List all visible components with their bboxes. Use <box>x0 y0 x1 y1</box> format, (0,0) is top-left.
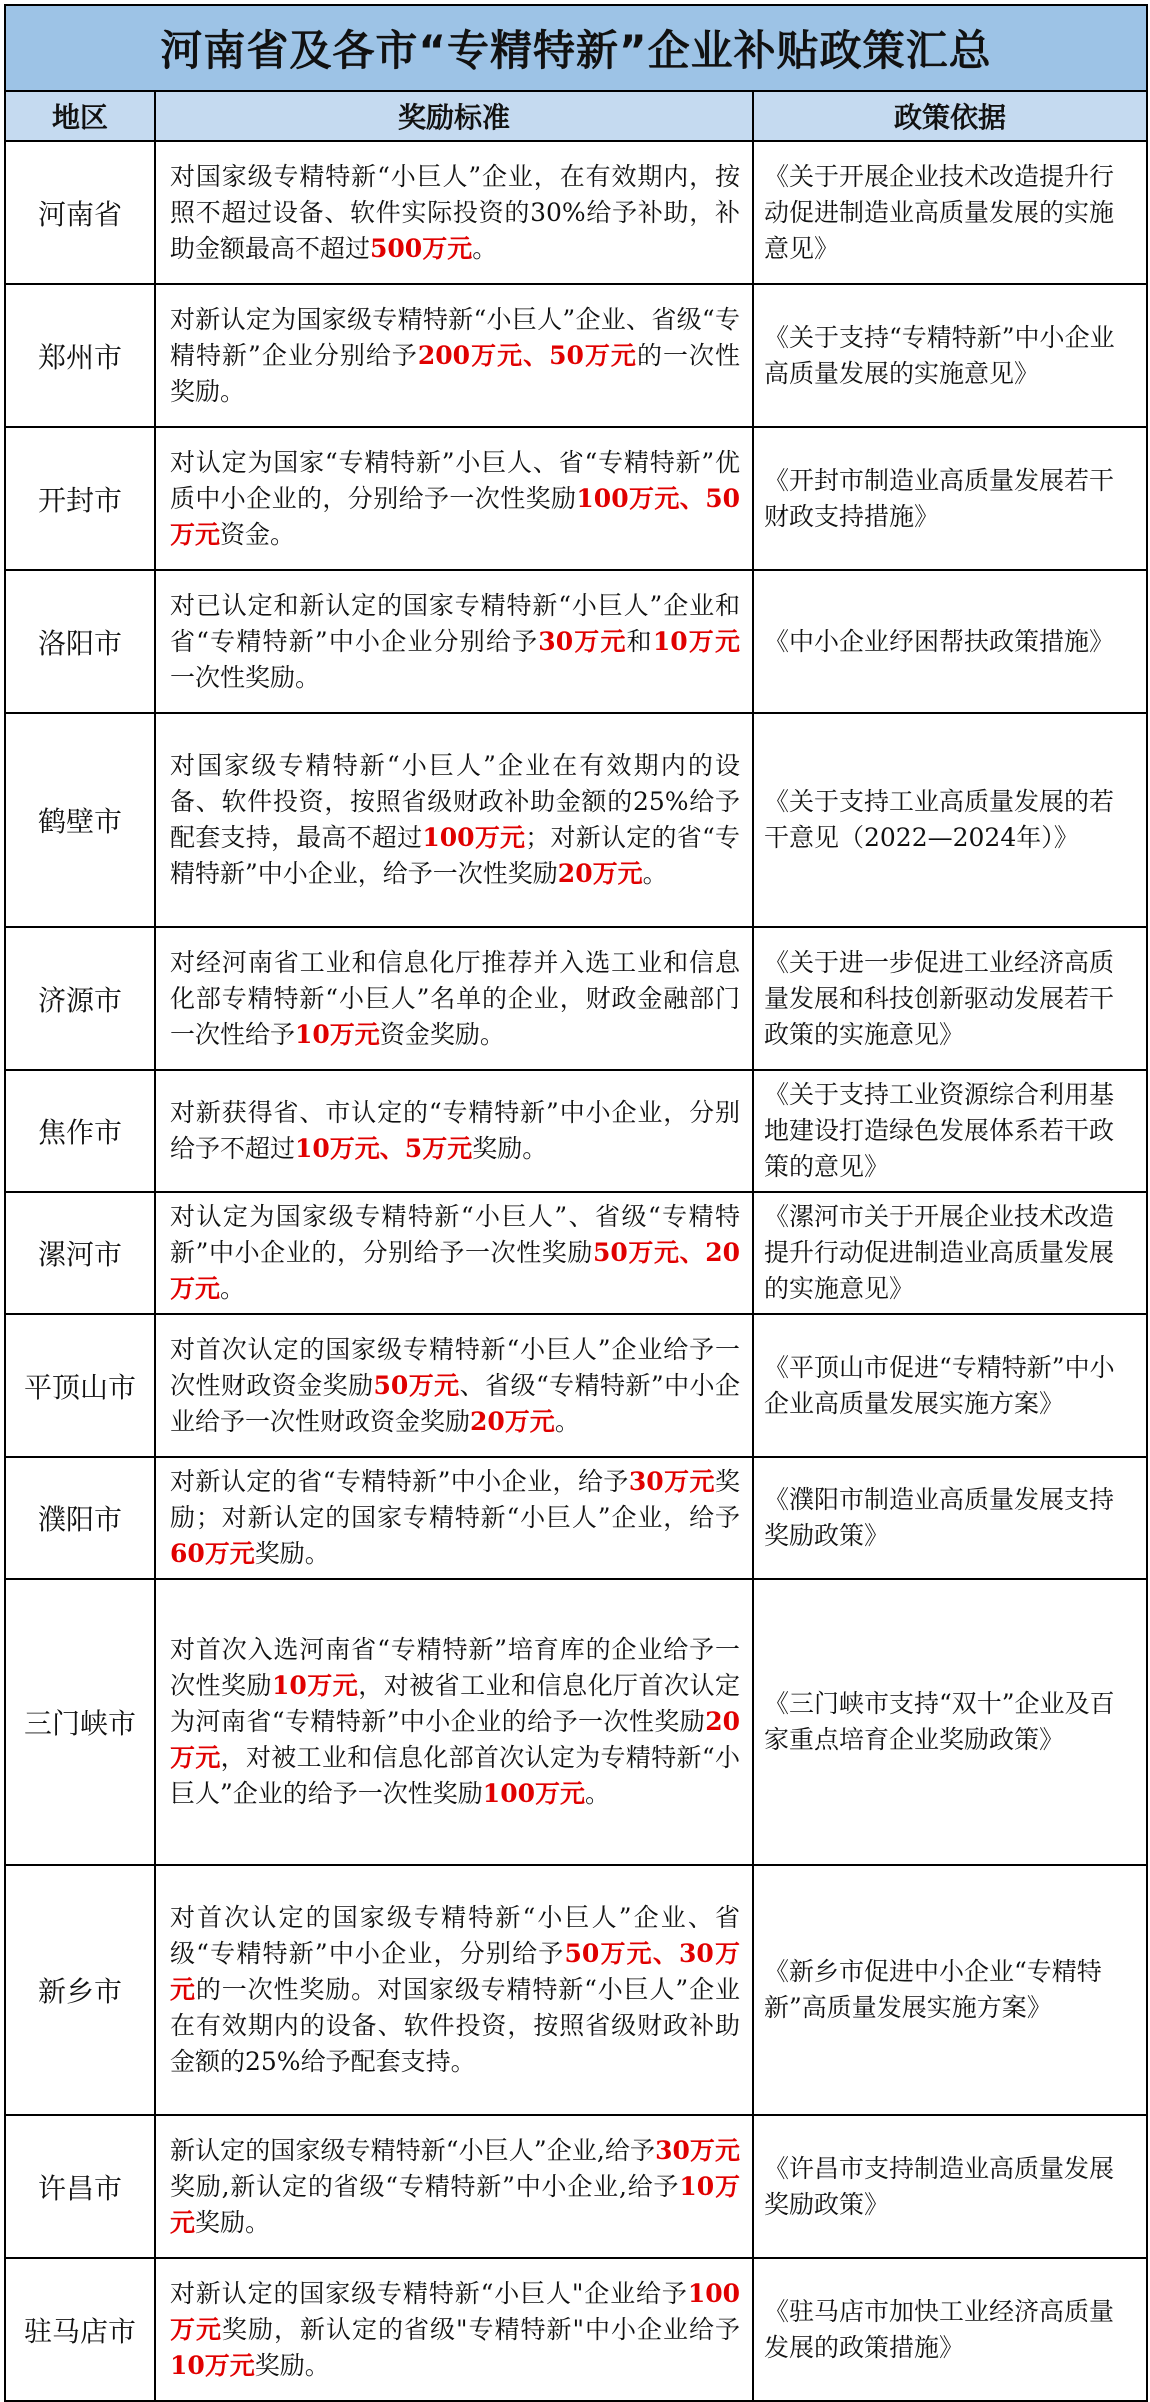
region-cell: 济源市 <box>5 927 155 1070</box>
basis-cell: 《关于支持工业资源综合利用基地建设打造绿色发展体系若干政策的意见》 <box>753 1070 1147 1192</box>
amount-highlight: 20万元 <box>557 859 643 888</box>
standard-text: 奖励。 <box>472 1134 548 1163</box>
standard-cell <box>155 1579 753 1865</box>
standard-text: 对认定为国家级专精特新“小巨人”、省级“专精特新”中小企业的，分别给予一次性奖励 <box>170 1202 740 1267</box>
basis-cell: 《濮阳市制造业高质量发展支持奖励政策》 <box>753 1457 1147 1579</box>
table-title: 河南省及各市“专精特新”企业补贴政策汇总 <box>5 5 1147 91</box>
standard-text: 对新认定的省“专精特新”中小企业，给予 <box>170 1467 629 1496</box>
standard-text: 奖励，新认定的省级"专精特新"中小企业给予 <box>222 2314 740 2344</box>
region-cell: 漯河市 <box>5 1192 155 1314</box>
table-row <box>5 927 1147 1070</box>
standard-text: 一次性奖励。 <box>170 662 321 692</box>
standard-cell <box>155 1314 753 1457</box>
standard-text: 奖励。 <box>254 1539 330 1568</box>
basis-cell: 《新乡市促进中小企业“专精特新”高质量发展实施方案》 <box>753 1865 1147 2115</box>
standard-text: 的一次性奖励。对国家级专精特新“小巨人”企业在有效期内的设备、软件投资，按照省级财政补助金额的25%给予配套支持。 <box>170 1975 740 2076</box>
amount-highlight: 50万元、30万元 <box>170 1939 740 2004</box>
standard-text: 奖励,新认定的省级“专精特新”中小企业,给予 <box>170 2171 680 2201</box>
basis-cell: 《驻马店市加快工业经济高质量发展的政策措施》 <box>753 2258 1147 2401</box>
standard-text: 对国家级专精特新“小巨人”企业在有效期内的设备、软件投资，按照省级财政补助金额的25%给予配套支持，最高不超过 <box>170 751 740 852</box>
standard-text: 、省级“专精特新”中小企业给予一次性财政资金奖励 <box>170 1370 740 1436</box>
basis-cell: 《中小企业纾困帮扶政策措施》 <box>753 570 1147 713</box>
region-cell: 鹤壁市 <box>5 713 155 927</box>
standard-text: 。 <box>554 1406 580 1436</box>
policy-table-wrapper <box>4 4 1146 2402</box>
standard-text: 奖励。 <box>254 2350 330 2380</box>
table-row <box>5 284 1147 427</box>
standard-cell <box>155 927 753 1070</box>
standard-text: 资金奖励。 <box>379 1019 505 1049</box>
standard-cell <box>155 141 753 284</box>
basis-cell: 《关于支持工业高质量发展的若干意见（2022—2024年）》 <box>753 713 1147 927</box>
table-row <box>5 1579 1147 1865</box>
standard-text: 对认定为国家“专精特新”小巨人、省“专精特新”优质中小企业的，分别给予一次性奖励 <box>170 447 740 513</box>
basis-cell: 《三门峡市支持“双十”企业及百家重点培育企业奖励政策》 <box>753 1579 1147 1865</box>
amount-highlight: 500万元 <box>370 233 473 263</box>
standard-text: 。 <box>472 233 498 263</box>
header-basis: 政策依据 <box>753 91 1147 141</box>
basis-cell: 《漯河市关于开展企业技术改造提升行动促进制造业高质量发展的实施意见》 <box>753 1192 1147 1314</box>
standard-text: 。 <box>220 1274 246 1303</box>
standard-cell <box>155 570 753 713</box>
standard-text: 对已认定和新认定的国家专精特新“小巨人”企业和省“专精特新”中小企业分别给予 <box>170 590 740 656</box>
basis-cell: 《许昌市支持制造业高质量发展奖励政策》 <box>753 2115 1147 2258</box>
standard-cell <box>155 1865 753 2115</box>
standard-cell <box>155 713 753 927</box>
standard-text: 对经河南省工业和信息化厅推荐并入选工业和信息化部专精特新“小巨人”名单的企业，财政金融部门一次性给予 <box>170 947 740 1049</box>
standard-text: 。 <box>584 1779 610 1808</box>
standard-text: 新认定的国家级专精特新“小巨人”企业,给予 <box>170 2135 656 2165</box>
amount-highlight: 100万元 <box>482 1779 585 1808</box>
standard-text: 和 <box>626 626 653 656</box>
amount-highlight: 50万元、20万元 <box>170 1238 740 1303</box>
table-row <box>5 1314 1147 1457</box>
standard-cell <box>155 2115 753 2258</box>
table-row <box>5 1457 1147 1579</box>
amount-highlight: 30万元 <box>655 2135 740 2165</box>
standard-cell <box>155 2258 753 2401</box>
table-row <box>5 1070 1147 1192</box>
amount-highlight: 10万元 <box>271 1671 359 1700</box>
table-row <box>5 713 1147 927</box>
table-row <box>5 427 1147 570</box>
standard-text: 对首次入选河南省“专精特新”培育库的企业给予一次性奖励 <box>170 1635 740 1700</box>
region-cell: 洛阳市 <box>5 570 155 713</box>
policy-table <box>4 4 1148 2402</box>
amount-highlight: 100万元 <box>170 2278 740 2344</box>
region-cell: 驻马店市 <box>5 2258 155 2401</box>
basis-cell: 《关于开展企业技术改造提升行动促进制造业高质量发展的实施意见》 <box>753 141 1147 284</box>
table-row <box>5 570 1147 713</box>
standard-text: 。 <box>642 859 668 888</box>
standard-text: 对新认定的国家级专精特新“小巨人"企业给予 <box>170 2278 688 2308</box>
standard-cell <box>155 427 753 570</box>
amount-highlight: 10万元 <box>170 2171 740 2237</box>
amount-highlight: 10万元 <box>652 626 740 656</box>
table-row <box>5 1192 1147 1314</box>
basis-cell: 《开封市制造业高质量发展若干财政支持措施》 <box>753 427 1147 570</box>
amount-highlight: 10万元 <box>295 1019 380 1049</box>
standard-text: 奖励；对新认定的国家专精特新“小巨人”企业，给予 <box>170 1467 740 1532</box>
amount-highlight: 200万元、50万元 <box>417 340 637 370</box>
amount-highlight: 30万元 <box>628 1467 715 1496</box>
header-standard: 奖励标准 <box>155 91 753 141</box>
region-cell: 焦作市 <box>5 1070 155 1192</box>
region-cell: 濮阳市 <box>5 1457 155 1579</box>
amount-highlight: 20万元 <box>470 1406 555 1436</box>
region-cell: 郑州市 <box>5 284 155 427</box>
region-cell: 许昌市 <box>5 2115 155 2258</box>
basis-cell: 《关于支持“专精特新”中小企业高质量发展的实施意见》 <box>753 284 1147 427</box>
table-row <box>5 2258 1147 2401</box>
amount-highlight: 50万元 <box>373 1370 460 1400</box>
standard-text: 奖励。 <box>195 2207 271 2237</box>
amount-highlight: 10万元 <box>170 2350 255 2380</box>
standard-cell <box>155 1070 753 1192</box>
standard-text: 对首次认定的国家级专精特新“小巨人”企业给予一次性财政资金奖励 <box>170 1334 740 1400</box>
standard-text: 对新认定为国家级专精特新“小巨人”企业、省级“专精特新”企业分别给予 <box>170 304 740 370</box>
amount-highlight: 20万元 <box>170 1707 740 1772</box>
header-row <box>5 91 1147 141</box>
standard-text: ，对被省工业和信息化厅首次认定为河南省“专精特新”中小企业的给予一次性奖励 <box>170 1671 740 1736</box>
table-row <box>5 1865 1147 2115</box>
standard-text: 对新获得省、市认定的“专精特新”中小企业，分别给予不超过 <box>170 1098 740 1163</box>
amount-highlight: 100万元、50万元 <box>170 483 740 549</box>
header-region: 地区 <box>5 91 155 141</box>
standard-text: 对首次认定的国家级专精特新“小巨人”企业、省级“专精特新”中小企业，分别给予 <box>170 1903 740 1968</box>
amount-highlight: 10万元、5万元 <box>295 1134 473 1163</box>
standard-text: 对国家级专精特新“小巨人”企业，在有效期内，按照不超过设备、软件实际投资的30%给予补助，补助金额最高不超过 <box>170 161 740 263</box>
table-row <box>5 141 1147 284</box>
basis-cell: 《关于进一步促进工业经济高质量发展和科技创新驱动发展若干政策的实施意见》 <box>753 927 1147 1070</box>
standard-text: 资金。 <box>220 519 296 549</box>
standard-cell <box>155 1192 753 1314</box>
table-body <box>5 141 1147 2401</box>
amount-highlight: 30万元 <box>538 626 627 656</box>
region-cell: 新乡市 <box>5 1865 155 2115</box>
basis-cell: 《平顶山市促进“专精特新”中小企业高质量发展实施方案》 <box>753 1314 1147 1457</box>
amount-highlight: 60万元 <box>170 1539 255 1568</box>
region-cell: 平顶山市 <box>5 1314 155 1457</box>
region-cell: 开封市 <box>5 427 155 570</box>
standard-cell <box>155 1457 753 1579</box>
title-row <box>5 5 1147 91</box>
region-cell: 三门峡市 <box>5 1579 155 1865</box>
region-cell: 河南省 <box>5 141 155 284</box>
amount-highlight: 100万元 <box>422 823 526 852</box>
standard-text: ；对新认定的省“专精特新”中小企业，给予一次性奖励 <box>170 823 740 888</box>
standard-text: 的一次性奖励。 <box>170 340 740 406</box>
table-row <box>5 2115 1147 2258</box>
standard-cell <box>155 284 753 427</box>
standard-text: ，对被工业和信息化部首次认定为专精特新“小巨人”企业的给予一次性奖励 <box>170 1743 740 1808</box>
